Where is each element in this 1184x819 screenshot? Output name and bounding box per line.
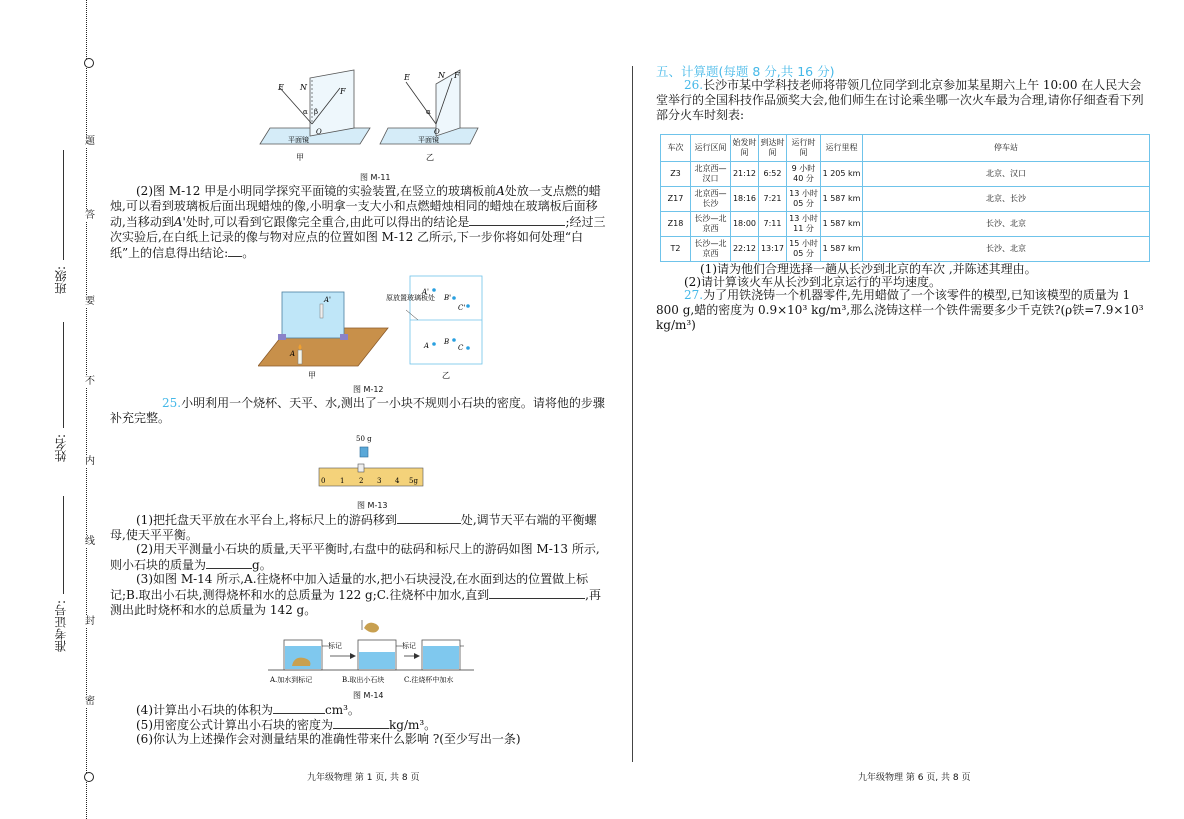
q2-text: 。 bbox=[242, 246, 255, 260]
table-row bbox=[661, 212, 1150, 237]
table-cell: 长沙—北京西 bbox=[691, 212, 731, 237]
table-cell: 长沙、北京 bbox=[863, 212, 1150, 237]
fig12-point: A' bbox=[324, 296, 331, 304]
q25-text: 小明利用一个烧杯、天平、水,测出了一小块不规则小石块的密度。请将他的步骤补充完整。 bbox=[110, 396, 605, 425]
seal-char: 密 bbox=[85, 696, 95, 707]
table-cell: Z17 bbox=[661, 187, 691, 212]
q26-paragraph bbox=[656, 78, 1152, 123]
th-arrive: 到达时间 bbox=[759, 135, 787, 162]
step-4 bbox=[136, 702, 606, 718]
q2-paragraph bbox=[110, 184, 606, 261]
seal-char: 封 bbox=[85, 616, 95, 627]
th-stops: 停车站 bbox=[863, 135, 1150, 162]
binding-margin bbox=[0, 0, 100, 819]
fig12-b bbox=[386, 276, 482, 380]
table-cell: 13 小时 05 分 bbox=[787, 187, 821, 212]
step-6: (6)你认为上述操作会对测量结果的准确性带来什么影响 ?(至少写出一条) bbox=[136, 732, 521, 746]
fig14-beaker-c bbox=[422, 640, 464, 670]
fig11-a bbox=[260, 70, 370, 162]
fig12-a bbox=[258, 292, 388, 380]
section-title: 五、计算题(每题 8 分,共 16 分) bbox=[656, 64, 835, 79]
q2-var: A' bbox=[173, 215, 186, 229]
th-route: 运行区间 bbox=[691, 135, 731, 162]
table-cell: 长沙—北京西 bbox=[691, 237, 731, 262]
step-5 bbox=[136, 717, 606, 733]
table-row bbox=[661, 187, 1150, 212]
seal-char: 内 bbox=[85, 456, 95, 467]
fig11-letter: β bbox=[314, 108, 319, 116]
fig14-beaker-b bbox=[358, 620, 416, 670]
step-4-text: (4)计算出小石块的体积为 bbox=[136, 703, 273, 717]
fig12-glass-note: 原放置玻璃板处 bbox=[386, 294, 435, 302]
table-cell: 北京、汉口 bbox=[863, 162, 1150, 187]
fig11-letter: α bbox=[426, 108, 431, 116]
seal-char: 线 bbox=[85, 536, 95, 547]
th-distance: 运行里程 bbox=[821, 135, 863, 162]
q27-number: 27. bbox=[684, 288, 704, 302]
q25-number: 25. bbox=[162, 396, 182, 410]
step-1-text: 处,调节天平右端的平衡螺母,使天平平衡。 bbox=[110, 513, 597, 542]
table-cell: Z18 bbox=[661, 212, 691, 237]
step-3-blank[interactable] bbox=[489, 587, 585, 599]
fig11-b bbox=[380, 70, 478, 162]
table-cell: T2 bbox=[661, 237, 691, 262]
table-cell: 18:00 bbox=[731, 212, 759, 237]
fig11-letter: E bbox=[278, 83, 284, 92]
q2-text: 处放一支点燃的蜡烛,可以看到玻璃板后面出现蜡烛的像,小明拿一支大小和点燃蜡烛相同的蜡烛在玻璃板后面移动,当移动到 bbox=[110, 184, 601, 229]
th-duration: 运行时间 bbox=[787, 135, 821, 162]
q26-sub-2: (2)请计算该火车从长沙到北京运行的平均速度。 bbox=[684, 275, 941, 289]
figure-m13 bbox=[318, 432, 426, 492]
table-cell: 1 587 km bbox=[821, 212, 863, 237]
table-cell: 9 小时 40 分 bbox=[787, 162, 821, 187]
fig14-mark: 标记 bbox=[402, 642, 416, 650]
column-divider bbox=[632, 66, 633, 762]
table-cell: 北京西—汉口 bbox=[691, 162, 731, 187]
fig14-caption: 图 M-14 bbox=[353, 691, 384, 700]
table-cell: 1 587 km bbox=[821, 237, 863, 262]
step-2-text: g。 bbox=[252, 558, 272, 572]
step-5-text: (5)用密度公式计算出小石块的密度为 bbox=[136, 718, 333, 732]
step-1 bbox=[110, 512, 606, 543]
fig14-label: C.往烧杯中加水 bbox=[404, 676, 454, 684]
fig12-point: A bbox=[290, 350, 296, 358]
name-blank-line[interactable] bbox=[63, 322, 64, 428]
step-4-blank[interactable] bbox=[273, 702, 325, 714]
q27-text: 为了用铁浇铸一个机器零件,先用蜡做了一个该零件的模型,已知该模型的质量为 1 800 g,蜡的密度为 0.9×10³ kg/m³,那么浇铸这样一个铁件需要多少千克铁?(ρ铁=7.9×10³ kg/m³) bbox=[656, 288, 1144, 332]
table-cell: Z3 bbox=[661, 162, 691, 187]
table-cell: 15 小时 05 分 bbox=[787, 237, 821, 262]
fig13-tick: 4 bbox=[395, 477, 400, 485]
table-header-row bbox=[661, 135, 1150, 162]
fig12-sub-a: 甲 bbox=[308, 371, 316, 380]
seal-char: 要 bbox=[85, 296, 95, 307]
seal-circle-bottom bbox=[84, 772, 94, 782]
step-4-text: cm³。 bbox=[325, 703, 360, 717]
q2-text: 处时,可以看到它跟像完全重合,由此可以得出的结论是 bbox=[185, 215, 470, 229]
step-3-text: ,再测出此时烧杯和水的总质量为 142 g。 bbox=[110, 588, 601, 617]
seal-char: 不 bbox=[85, 376, 95, 387]
fig13-tick: 0 bbox=[321, 477, 326, 485]
fig14-beaker-a bbox=[284, 640, 342, 670]
name-label: 姓名: bbox=[54, 434, 68, 463]
fig12-point: A' bbox=[422, 288, 429, 296]
fig11-letter: F bbox=[340, 87, 346, 96]
q2-answer-blank[interactable] bbox=[469, 214, 565, 226]
q2-var: A bbox=[496, 184, 505, 198]
seal-char: 题 bbox=[85, 136, 95, 147]
fig12-point: C bbox=[458, 344, 464, 352]
fig11-letter: F bbox=[454, 71, 460, 80]
seal-char: 答 bbox=[85, 210, 95, 221]
th-train: 车次 bbox=[661, 135, 691, 162]
table-cell: 1 205 km bbox=[821, 162, 863, 187]
q26-sub-1: (1)请为他们合理选择一趟从长沙到北京的车次 ,并陈述其理由。 bbox=[700, 262, 1037, 276]
table-cell: 7:11 bbox=[759, 212, 787, 237]
table-cell: 13:17 bbox=[759, 237, 787, 262]
fig12-caption: 图 M-12 bbox=[353, 385, 384, 394]
fig14-label: B.取出小石块 bbox=[342, 676, 385, 684]
table-cell: 22:12 bbox=[731, 237, 759, 262]
table-cell: 18:16 bbox=[731, 187, 759, 212]
th-depart: 始发时间 bbox=[731, 135, 759, 162]
step-5-blank[interactable] bbox=[333, 717, 389, 729]
fig12-point: C' bbox=[458, 304, 466, 312]
step-2-blank[interactable] bbox=[206, 557, 252, 569]
fig11-mirror-label: 平面镜 bbox=[288, 136, 309, 144]
fig12-sub-b: 乙 bbox=[442, 371, 450, 380]
table-cell: 长沙、北京 bbox=[863, 237, 1150, 262]
figure-m14 bbox=[268, 618, 476, 690]
fig11-letter: O bbox=[316, 128, 322, 136]
fig13-weight-label: 50 g bbox=[356, 435, 372, 443]
figure-m12 bbox=[258, 270, 490, 384]
table-cell: 1 587 km bbox=[821, 187, 863, 212]
table-cell: 21:12 bbox=[731, 162, 759, 187]
fig13-tick: 5g bbox=[409, 477, 418, 485]
q2-text: (2)图 M-12 甲是小明同学探究平面镜的实验装置,在竖立的玻璃板前 bbox=[136, 184, 497, 198]
step-3 bbox=[110, 572, 606, 618]
q25-paragraph bbox=[110, 396, 606, 426]
step-2-text: (2)用天平测量小石块的质量,天平平衡时,右盘中的砝码和标尺上的游码如图 M-13 所示,则小石块的质量为 bbox=[110, 542, 600, 572]
table-cell: 13 小时 11 分 bbox=[787, 212, 821, 237]
seal-circle-top bbox=[84, 58, 94, 68]
fig14-mark: 标记 bbox=[328, 642, 342, 650]
fig11-letter: N bbox=[438, 71, 445, 80]
fig11-letter: α bbox=[303, 108, 308, 116]
fig14-label: A.加水到标记 bbox=[270, 676, 313, 684]
fig13-tick: 1 bbox=[340, 477, 345, 485]
class-blank-line[interactable] bbox=[63, 150, 64, 260]
fig13-tick: 2 bbox=[359, 477, 364, 485]
q2-text: ;经过三次实验后,在白纸上记录的像与物对应点的位置如图 M-12 乙所示,下一步你将如何处理“白纸”上的信息得出结论 bbox=[110, 215, 606, 260]
table-row bbox=[661, 162, 1150, 187]
step-1-text: (1)把托盘天平放在水平台上,将标尺上的游码移到 bbox=[136, 513, 397, 527]
fig13-tick: 3 bbox=[377, 477, 382, 485]
q26-text: 长沙市某中学科技老师将带领几位同学到北京参加某星期六上午 10:00 在人民大会堂举行的全国科技作品颁奖大会,他们师生在讨论乘坐哪一次火车最为合理,请你仔细查看下列部分火车时刻表: bbox=[656, 78, 1144, 122]
fig13-caption: 图 M-13 bbox=[357, 501, 388, 510]
fig11-letter: N bbox=[300, 83, 307, 92]
footer-right: 九年级物理 第 6 页, 共 8 页 bbox=[858, 773, 971, 783]
fig11-letter: O bbox=[434, 128, 440, 136]
step-5-text: kg/m³。 bbox=[389, 718, 437, 732]
step-2 bbox=[110, 542, 606, 573]
exam-no-label: 准考证号: bbox=[54, 600, 68, 653]
step-1-blank[interactable] bbox=[397, 512, 461, 524]
class-label: 班级: bbox=[54, 266, 68, 295]
q2-text: : bbox=[224, 246, 229, 260]
table-cell: 6:52 bbox=[759, 162, 787, 187]
q27-paragraph bbox=[656, 288, 1152, 333]
fig11-letter: E bbox=[404, 73, 410, 82]
table-cell: 北京、长沙 bbox=[863, 187, 1150, 212]
table-row bbox=[661, 237, 1150, 262]
q2-answer-blank-2[interactable] bbox=[228, 245, 242, 257]
fig11-sub-b: 乙 bbox=[426, 153, 434, 162]
fig12-point: B bbox=[444, 338, 450, 346]
table-cell: 北京西—长沙 bbox=[691, 187, 731, 212]
table-cell: 7:21 bbox=[759, 187, 787, 212]
fig11-sub-a: 甲 bbox=[296, 153, 304, 162]
fig12-point: B' bbox=[444, 294, 452, 302]
figure-m11 bbox=[250, 66, 480, 166]
exam-no-blank-line[interactable] bbox=[63, 496, 64, 594]
q26-number: 26. bbox=[684, 78, 704, 92]
step-3-text: (3)如图 M-14 所示,A.往烧杯中加入适量的水,把小石块浸没,在水面到达的位置做上标记;B.取出小石块,测得烧杯和水的总质量为 122 g;C.往烧杯中加水,直到 bbox=[110, 572, 589, 602]
train-timetable bbox=[660, 134, 1150, 262]
fig11-mirror-label: 平面镜 bbox=[418, 136, 439, 144]
footer-left: 九年级物理 第 1 页, 共 8 页 bbox=[307, 773, 420, 783]
fig12-point: A bbox=[424, 342, 430, 350]
fig11-caption: 图 M-11 bbox=[360, 173, 391, 182]
